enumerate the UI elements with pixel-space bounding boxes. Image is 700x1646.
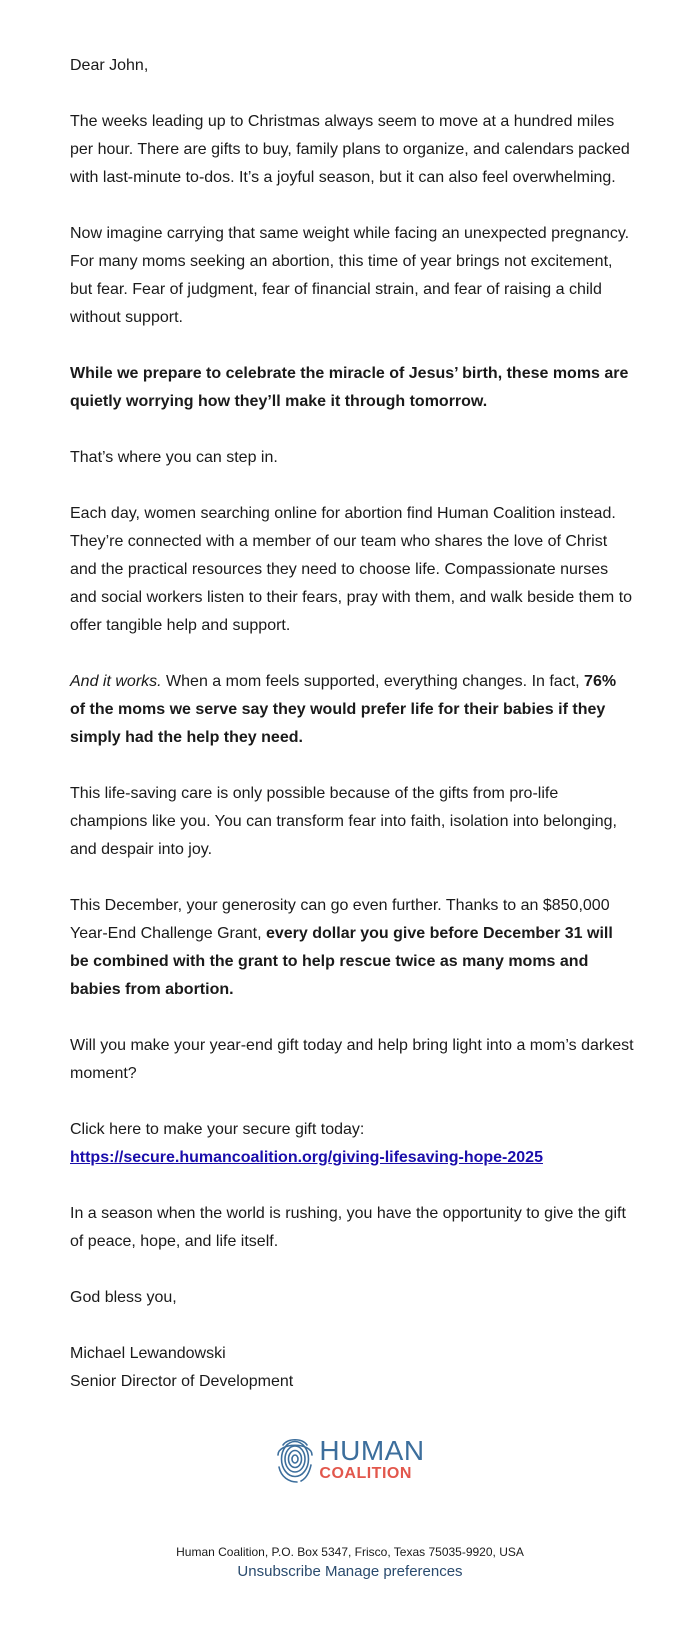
unsubscribe-link[interactable]: Unsubscribe xyxy=(237,1563,321,1580)
italic-it-works: And it works. xyxy=(70,673,162,690)
signature xyxy=(70,1340,634,1396)
paragraph-unexpected-pregnancy: Now imagine carrying that same weight while facing an unexpected pregnancy. For many moms seeking an abortion, this time of year brings not excitement, but fear. Fear of judgment, fear of financial strain, and fear of raising a child without support. xyxy=(70,225,630,326)
paragraph-bold-worry xyxy=(70,360,634,416)
greeting: Dear John, xyxy=(70,57,149,74)
paragraph-gift-link xyxy=(70,1116,634,1172)
paragraph-challenge-grant xyxy=(70,892,634,1004)
statistic-statement: 76% of the moms we serve say they would prefer life for their babies if they simply had the help they need. xyxy=(70,673,617,746)
fingerprint-icon xyxy=(275,1433,315,1485)
paragraph-it-works xyxy=(70,668,634,752)
logo-human-text: HUMAN xyxy=(319,1434,425,1466)
logo-container xyxy=(0,1433,700,1485)
it-works-text: When a mom feels supported, everything changes. In fact, xyxy=(161,673,585,690)
paragraph-gifts: This life-saving care is only possible because of the gifts from pro-life champions like you. You can transform fear into faith, isolation into belonging, and despair into joy. xyxy=(70,785,617,858)
signer-name: Michael Lewandowski xyxy=(70,1345,226,1362)
footer-address: Human Coalition, P.O. Box 5347, Frisco, Texas 75035-9920, USA xyxy=(176,1545,524,1559)
paragraph-season: In a season when the world is rushing, you have the opportunity to give the gift of peace, hope, and life itself. xyxy=(70,1205,626,1250)
bold-statement: While we prepare to celebrate the miracle of Jesus’ birth, these moms are quietly worrying how they’ll make it through tomorrow. xyxy=(70,365,629,410)
human-coalition-logo[interactable] xyxy=(275,1433,424,1485)
footer-links xyxy=(0,1561,700,1583)
secure-gift-link[interactable]: https://secure.humancoalition.org/giving-lifesaving-hope-2025 xyxy=(70,1149,543,1166)
paragraph-year-end-ask: Will you make your year-end gift today and help bring light into a mom’s darkest moment? xyxy=(70,1037,634,1082)
signer-title: Senior Director of Development xyxy=(70,1373,294,1390)
paragraph-step-in: That’s where you can step in. xyxy=(70,449,278,466)
gift-link-intro: Click here to make your secure gift today: xyxy=(70,1121,365,1138)
challenge-grant-text: This December, your generosity can go even further. Thanks to an $850,000 Year-End Challenge Grant, xyxy=(70,897,610,942)
paragraph-human-coalition: Each day, women searching online for abortion find Human Coalition instead. They’re connected with a member of our team who shares the love of Christ and the practical resources they need to choose life. Compassionate nurses and social workers listen to their fears, pray with them, and walk beside them to offer tangible help and support. xyxy=(70,505,633,634)
footer xyxy=(0,1543,700,1583)
manage-preferences-link[interactable]: Manage preferences xyxy=(324,1563,463,1580)
closing: God bless you, xyxy=(70,1289,177,1306)
paragraph-christmas-rush: The weeks leading up to Christmas always seem to move at a hundred miles per hour. There are gifts to buy, family plans to organize, and calendars packed with last-minute to-dos. It’s a joyful season, but it can also feel overwhelming. xyxy=(70,113,630,186)
matching-statement: every dollar you give before December 31 will be combined with the grant to help rescue twice as many moms and babies from abortion. xyxy=(70,925,613,998)
logo-coalition-text: COALITION xyxy=(319,1464,412,1482)
